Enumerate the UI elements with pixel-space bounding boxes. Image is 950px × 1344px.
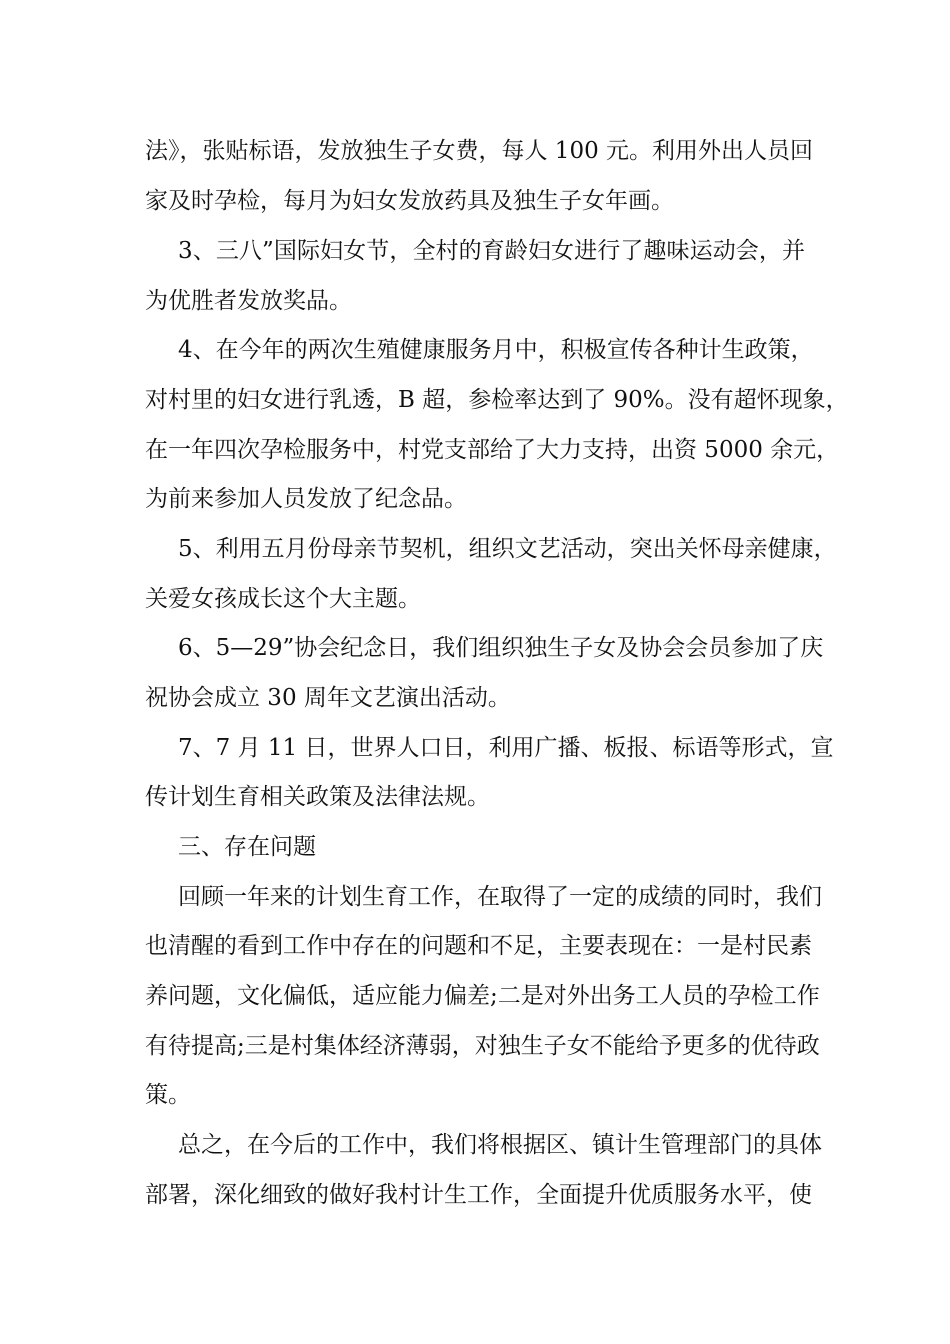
text-line: 总之，在今后的工作中，我们将根据区、镇计生管理部门的具体 (178, 1132, 822, 1158)
text-line: 养问题，文化偏低，适应能力偏差;二是对外出务工人员的孕检工作 (145, 983, 820, 1009)
text-line: 关爱女孩成长这个大主题。 (145, 586, 421, 612)
text-line: 有待提高;三是村集体经济薄弱，对独生子女不能给予更多的优待政 (145, 1033, 820, 1059)
text-line: 6、5—29”协会纪念日，我们组织独生子女及协会会员参加了庆 (178, 635, 824, 661)
text-line: 在一年四次孕检服务中，村党支部给了大力支持，出资 5000 余元， (145, 437, 840, 463)
text-line: 7、7 月 11 日，世界人口日，利用广播、板报、标语等形式，宣 (178, 735, 834, 761)
text-line: 传计划生育相关政策及法律法规。 (145, 784, 490, 810)
text-line: 也清醒的看到工作中存在的问题和不足，主要表现在：一是村民素 (145, 933, 812, 959)
section-heading: 三、存在问题 (178, 834, 316, 860)
text-line: 3、三八”国际妇女节，全村的育龄妇女进行了趣味运动会，并 (178, 238, 805, 264)
text-line: 法》，张贴标语，发放独生子女费，每人 100 元。利用外出人员回 (145, 138, 814, 164)
text-line: 祝协会成立 30 周年文艺演出活动。 (145, 685, 511, 711)
text-line: 策。 (145, 1082, 191, 1108)
text-line: 4、在今年的两次生殖健康服务月中，积极宣传各种计生政策， (178, 337, 814, 363)
text-line: 部署，深化细致的做好我村计生工作，全面提升优质服务水平，使 (145, 1182, 812, 1208)
text-line: 为优胜者发放奖品。 (145, 288, 352, 314)
text-line: 家及时孕检，每月为妇女发放药具及独生子女年画。 (145, 188, 674, 214)
text-line: 对村里的妇女进行乳透，B 超，参检率达到了 90%。没有超怀现象， (145, 387, 849, 413)
text-line: 5、利用五月份母亲节契机，组织文艺活动，突出关怀母亲健康， (178, 536, 837, 562)
text-line: 为前来参加人员发放了纪念品。 (145, 486, 467, 512)
text-line: 回顾一年来的计划生育工作，在取得了一定的成绩的同时，我们 (178, 884, 822, 910)
